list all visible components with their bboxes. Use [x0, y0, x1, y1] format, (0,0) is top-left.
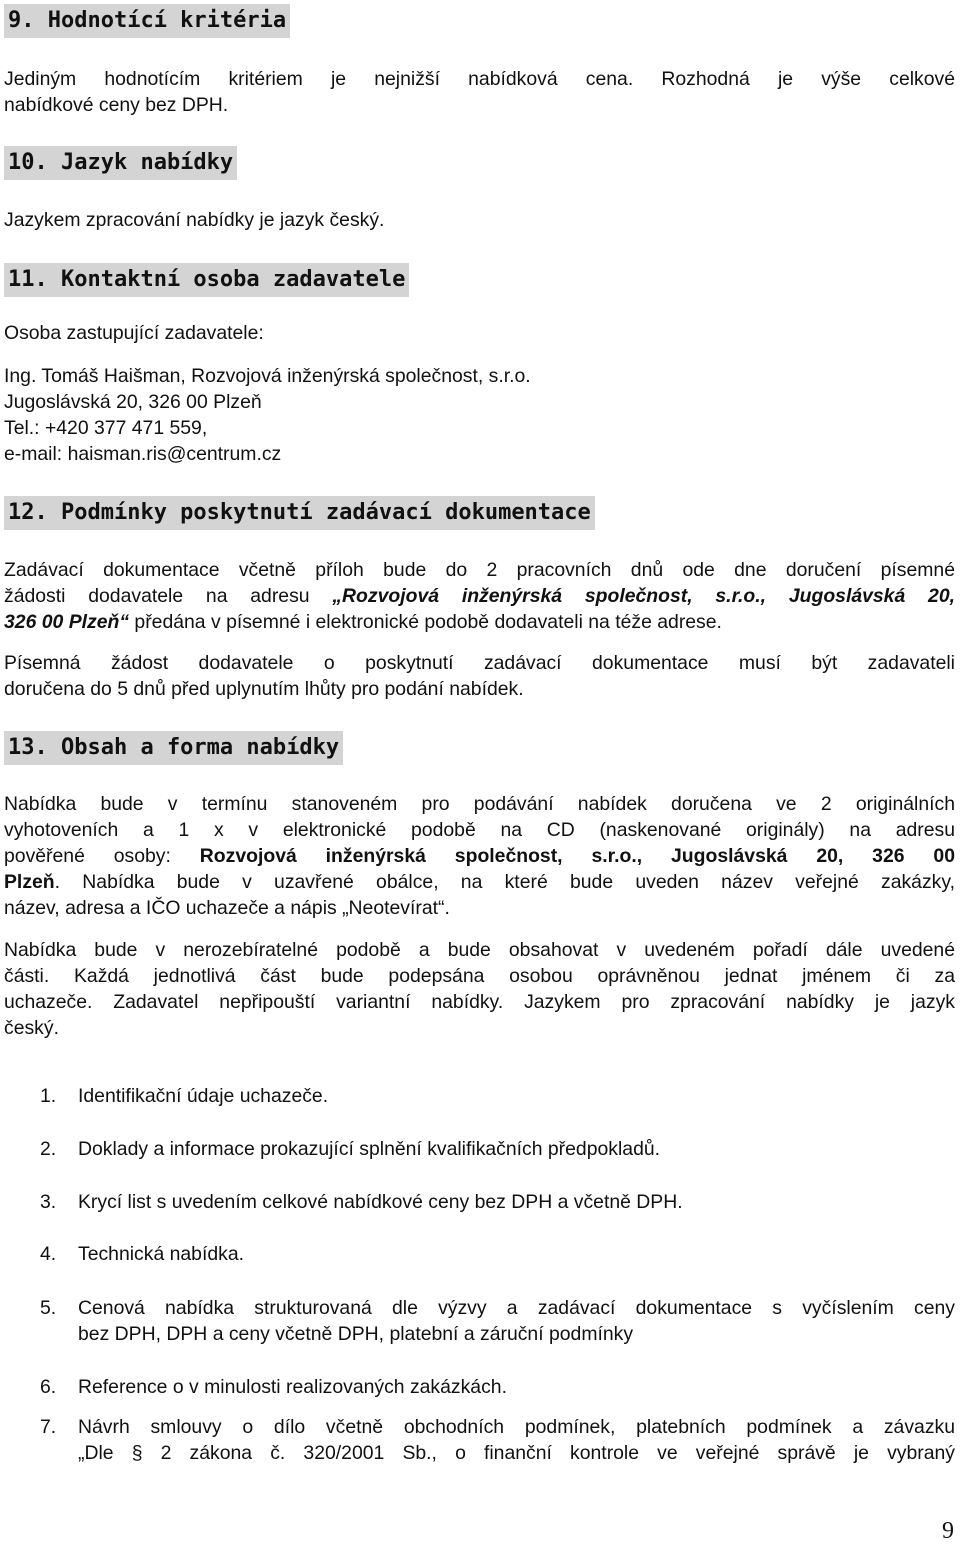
contact-phone-line: Tel.: +420 377 471 559, [4, 417, 208, 439]
s13-p1-line-2: vyhotoveních a 1 x v elektronické podobě na CD (naskenované originály) na adresu [4, 819, 955, 841]
section-13-paragraph-1 [4, 791, 955, 921]
s12-p1-line-1: Zadávací dokumentace včetně příloh bude do 2 pracovních dnů ode dne doručení písemné [4, 559, 955, 581]
list-item-text [78, 1295, 955, 1347]
section-9-line-2: nabídkové ceny bez DPH. [4, 94, 229, 116]
list-item-line: „Dle § 2 zákona č. 320/2001 Sb., o finanční kontrole ve veřejné správě je vybraný [78, 1442, 955, 1464]
contact-address-line: Jugoslávská 20, 326 00 Plzeň [4, 391, 262, 413]
list-item-line: Návrh smlouvy o dílo včetně obchodních podmínek, platebních podmínek a závazku [78, 1416, 955, 1438]
s12-p1-line-3 [4, 609, 955, 635]
contact-email-line: e-mail: haisman.ris@centrum.cz [4, 443, 282, 465]
s13-p1-line-3 [4, 843, 955, 869]
section-10-heading: 10. Jazyk nabídky [4, 146, 237, 180]
s13-p2-line-2: části. Každá jednotlivá část bude podepsána osobou oprávněnou jednat jménem či za [4, 965, 955, 987]
section-9-line-1: Jediným hodnotícím kritériem je nejnižší nabídková cena. Rozhodná je výše celkové [4, 68, 955, 90]
section-12-paragraph-2 [4, 650, 955, 702]
page-number: 9 [942, 1518, 954, 1544]
s13-p1-line-1: Nabídka bude v termínu stanoveném pro podávání nabídek doručena ve 2 originálních [4, 793, 955, 815]
s12-p2-line-1: Písemná žádost dodavatele o poskytnutí zadávací dokumentace musí být zadavateli [4, 652, 955, 674]
list-item-number: 5. [40, 1297, 57, 1319]
s13-p2-line-3: uchazeče. Zadavatel nepřipouští variantní nabídky. Jazykem pro zpracování nabídky je jazyk [4, 991, 955, 1013]
list-item-number: 7. [40, 1416, 57, 1438]
section-13-paragraph-2 [4, 937, 955, 1041]
section-13-heading: 13. Obsah a forma nabídky [4, 731, 343, 765]
list-item-number: 6. [40, 1376, 57, 1398]
s12-address-emphasis: „Rozvojová inženýrská společnost, s.r.o., Jugoslávská 20, [332, 585, 955, 607]
s13-p1-line-4 [4, 869, 955, 895]
list-item-number: 2. [40, 1138, 57, 1160]
section-11-intro: Osoba zastupující zadavatele: [4, 322, 264, 344]
s12-p1-line-2-text: žádosti dodavatele na adresu [4, 585, 333, 607]
contact-block [4, 363, 955, 467]
contact-name-line: Ing. Tomáš Haišman, Rozvojová inženýrská společnost, s.r.o. [4, 365, 531, 387]
section-12-heading: 12. Podmínky poskytnutí zadávací dokumentace [4, 496, 595, 530]
s12-address-city: 326 00 Plzeň“ [4, 611, 130, 633]
s12-p1-line-2 [4, 583, 955, 609]
s13-p1-line-4-text: . Nabídka bude v uzavřené obálce, na které bude uveden název veřejné zakázky, [54, 871, 955, 893]
section-9-heading: 9. Hodnotící kritéria [4, 4, 290, 38]
s12-p2-line-2: doručena do 5 dnů před uplynutím lhůty pro podání nabídek. [4, 678, 524, 700]
section-12-paragraph-1 [4, 557, 955, 635]
s13-p2-line-4: český. [4, 1017, 59, 1039]
s13-p2-line-1: Nabídka bude v nerozebíratelné podobě a bude obsahovat v uvedeném pořadí dále uvedené [4, 939, 955, 961]
list-item-number: 3. [40, 1191, 57, 1213]
section-11-heading: 11. Kontaktní osoba zadavatele [4, 263, 409, 297]
list-item-number: 4. [40, 1243, 57, 1265]
s13-p1-line-5: název, adresa a IČO uchazeče a nápis „Neotevírat“. [4, 897, 450, 919]
section-10-text: Jazykem zpracování nabídky je jazyk český. [4, 209, 385, 231]
list-item-text: Reference o v minulosti realizovaných zakázkách. [78, 1376, 507, 1398]
s13-address-city: Plzeň [4, 871, 55, 893]
list-item-line: bez DPH, DPH a ceny včetně DPH, platební a záruční podmínky [78, 1323, 634, 1345]
list-item-text: Technická nabídka. [78, 1243, 245, 1265]
list-item-text: Identifikační údaje uchazeče. [78, 1085, 329, 1107]
s13-p1-line-3-text: pověřené osoby: [4, 845, 200, 867]
list-item-text: Krycí list s uvedením celkové nabídkové ceny bez DPH a včetně DPH. [78, 1191, 683, 1213]
list-item-line: Cenová nabídka strukturovaná dle výzvy a zadávací dokumentace s vyčíslením ceny [78, 1297, 955, 1319]
s12-p1-line-3-text: předána v písemné i elektronické podobě dodavateli na téže adrese. [129, 611, 722, 633]
list-item-text: Doklady a informace prokazující splnění kvalifikačních předpokladů. [78, 1138, 661, 1160]
list-item-number: 1. [40, 1085, 57, 1107]
section-9-text [4, 66, 955, 118]
s13-address-emphasis: Rozvojová inženýrská společnost, s.r.o., Jugoslávská 20, 326 00 [199, 845, 956, 867]
list-item-text [78, 1414, 955, 1466]
